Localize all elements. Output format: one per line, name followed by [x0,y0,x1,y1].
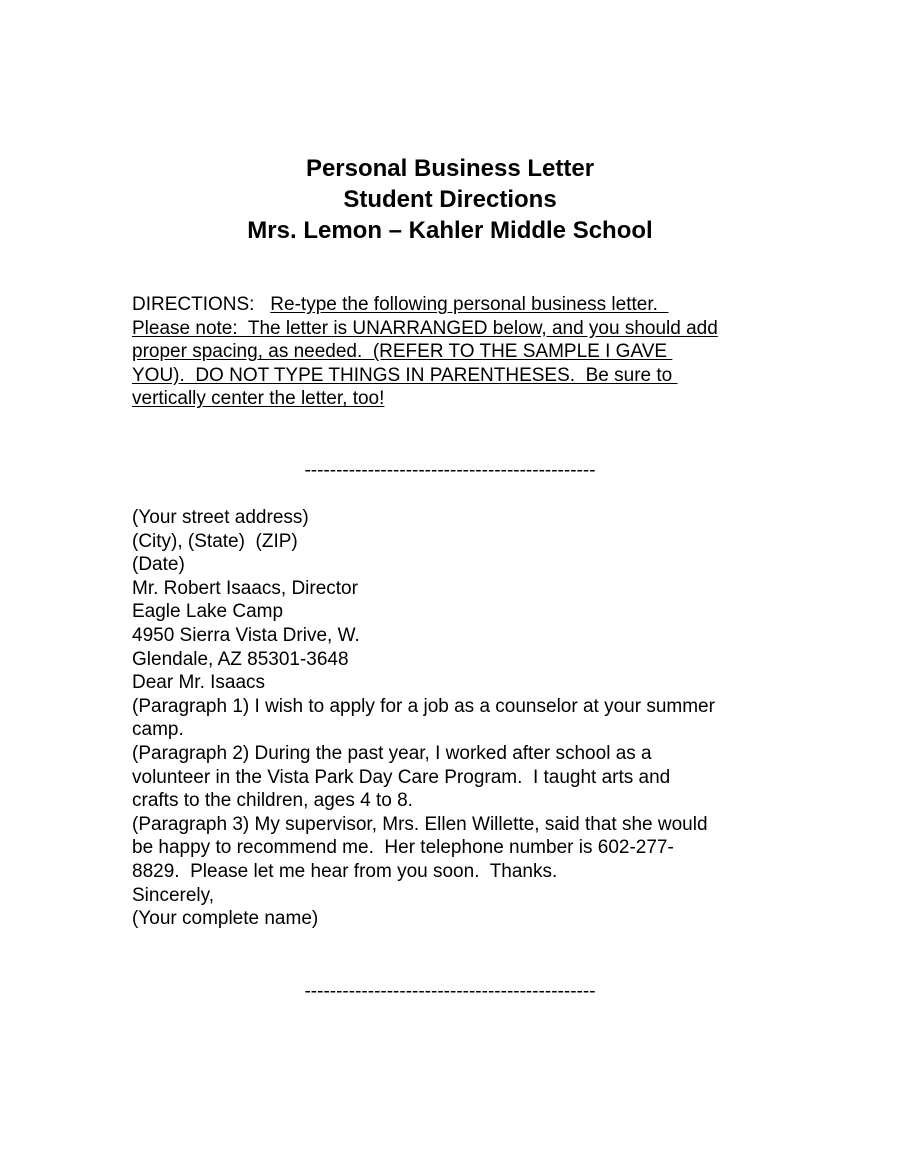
letter-date: (Date) [132,554,185,576]
directions-label: DIRECTIONS: [132,294,255,315]
paragraph-3-line-3: 8829. Please let me hear from you soon. Thanks. [132,860,558,882]
recipient-city: Glendale, AZ 85301-3648 [132,648,349,670]
paragraph-1-line-1: (Paragraph 1) I wish to apply for a job as a counselor at your summer [132,695,715,717]
letter-city-state-zip: (City), (State) (ZIP) [132,530,298,552]
directions-line-3: proper spacing, as needed. (REFER TO THE SAMPLE I GAVE [132,341,673,362]
paragraph-2-line-3: crafts to the children, ages 4 to 8. [132,790,413,812]
directions-line-2: Please note: The letter is UNARRANGED below, and you should add [132,317,718,339]
recipient-organization: Eagle Lake Camp [132,601,284,623]
document-title [0,153,900,246]
letter-body [132,506,792,931]
recipient-street: 4950 Sierra Vista Drive, W. [132,624,360,646]
paragraph-2-line-1: (Paragraph 2) During the past year, I worked after school as a [132,742,652,764]
paragraph-1-line-2: camp. [132,719,184,741]
directions-text: Re-type the following personal business letter. [270,294,669,315]
paragraph-3-line-2: be happy to recommend me. Her telephone number is 602-277- [132,837,674,859]
divider-bottom: ---------------------------------------------- [304,981,596,1002]
title-line-2: Student Directions [343,186,557,213]
paragraph-3-line-1: (Paragraph 3) My supervisor, Mrs. Ellen Willette, said that she would [132,813,708,835]
salutation: Dear Mr. Isaacs [132,672,266,694]
signature-name: (Your complete name) [132,908,319,930]
directions-line-5: vertically center the letter, too! [132,388,385,409]
title-line-1: Personal Business Letter [305,155,595,182]
divider-top: ---------------------------------------------- [304,460,596,481]
paragraph-2-line-2: volunteer in the Vista Park Day Care Program. I taught arts and [132,766,671,788]
directions-line-1 [132,293,772,317]
letter-street-address: (Your street address) [132,507,309,528]
directions-block [132,293,772,411]
closing: Sincerely, [132,884,215,906]
recipient-name: Mr. Robert Isaacs, Director [132,577,358,599]
directions-line-4: YOU). DO NOT TYPE THINGS IN PARENTHESES. Be sure to [132,364,678,386]
title-line-3: Mrs. Lemon – Kahler Middle School [247,217,653,244]
